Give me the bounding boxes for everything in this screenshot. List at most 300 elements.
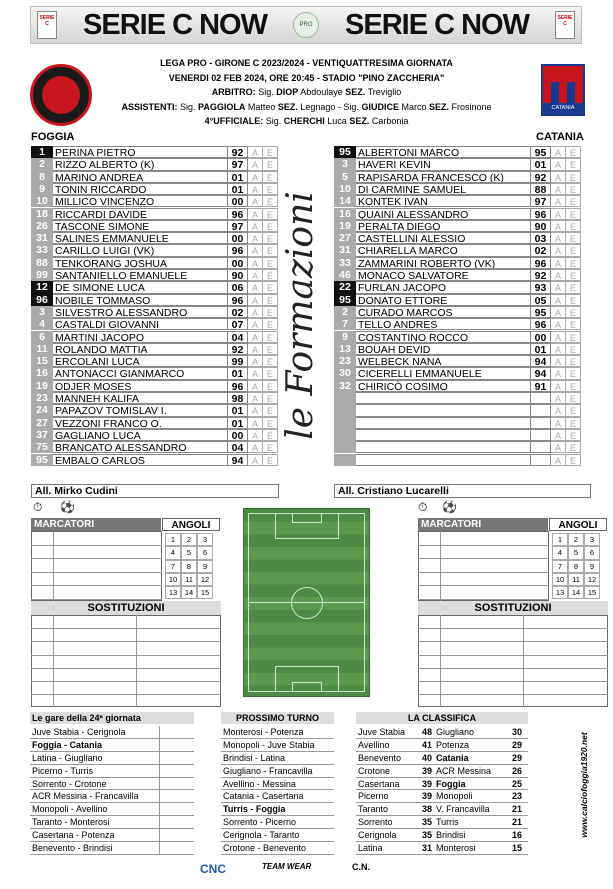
player-row: [31, 343, 278, 355]
classifica-row: [356, 842, 528, 855]
player-row: [31, 257, 278, 269]
player-name: TONIN RICCARDO: [53, 183, 228, 195]
birth-year: 06: [228, 281, 248, 293]
angolo-cell: 10: [552, 573, 568, 586]
shirt-number: 11: [31, 343, 53, 355]
a-cell: A: [551, 441, 566, 453]
shirt-number: 23: [31, 392, 53, 404]
a-cell: A: [551, 331, 566, 343]
player-name: [356, 441, 531, 453]
angolo-cell: 5: [568, 546, 584, 559]
e-cell: E: [566, 244, 581, 256]
player-name: HAVERI KEVIN: [356, 158, 531, 170]
birth-year: 01: [228, 183, 248, 195]
player-name: ERCOLANI LUCA: [53, 355, 228, 367]
player-row: [31, 306, 278, 318]
cnc-logo: CNC: [200, 862, 226, 876]
shirt-number: 30: [334, 367, 356, 379]
a-cell: A: [551, 318, 566, 330]
home-coach: All. Mirko Cudini: [31, 484, 279, 498]
grid-line: [31, 655, 221, 656]
birth-year: 97: [228, 220, 248, 232]
birth-year: 95: [531, 146, 551, 158]
birth-year: 99: [228, 355, 248, 367]
a-cell: A: [551, 232, 566, 244]
player-name: PAPAZOV TOMISLAV I.: [53, 404, 228, 416]
gara-match: ACR Messina - Francavilla: [30, 790, 160, 802]
shirt-number: 88: [31, 257, 53, 269]
player-name: RICCARDI DAVIDE: [53, 208, 228, 220]
player-row: [31, 441, 278, 453]
birth-year: 92: [531, 171, 551, 183]
e-cell: E: [566, 208, 581, 220]
birth-year: 07: [228, 318, 248, 330]
a-cell: A: [248, 367, 263, 379]
prossimo-row: [221, 739, 334, 752]
player-name: TELLO ANDRES: [356, 318, 531, 330]
e-cell: E: [263, 294, 278, 306]
shirt-number: 23: [334, 355, 356, 367]
shirt-number: 31: [334, 244, 356, 256]
player-name: MANNEH KALIFA: [53, 392, 228, 404]
classifica-row: [356, 790, 528, 803]
shirt-number: 19: [31, 380, 53, 392]
points-a: 41: [422, 739, 433, 750]
points-b: 21: [512, 817, 523, 828]
e-cell: E: [566, 404, 581, 416]
player-row: [31, 355, 278, 367]
e-cell: E: [566, 380, 581, 392]
points-b: 30: [512, 727, 523, 737]
player-name: [356, 429, 531, 441]
grid-line: [31, 681, 221, 682]
team-a: Picerno: [358, 791, 389, 802]
grid-line: [418, 655, 608, 656]
e-cell: E: [263, 171, 278, 183]
player-row: [334, 183, 581, 195]
player-row: [31, 331, 278, 343]
a-cell: A: [248, 343, 263, 355]
birth-year: 97: [228, 158, 248, 170]
prossimo-match: Monopoli - Juve Stabia: [223, 739, 315, 750]
a-cell: A: [551, 380, 566, 392]
birth-year: [531, 404, 551, 416]
gara-row: [30, 803, 194, 816]
points-a: 35: [422, 817, 433, 828]
shirt-number: 9: [31, 183, 53, 195]
e-cell: E: [566, 158, 581, 170]
a-cell: A: [551, 355, 566, 367]
classifica-row: [356, 752, 528, 765]
e-cell: E: [263, 158, 278, 170]
a-cell: A: [248, 269, 263, 281]
classifica-row: [356, 778, 528, 791]
shirt-number: [334, 404, 356, 416]
e-cell: E: [566, 257, 581, 269]
player-row: [334, 380, 581, 392]
team-a: Casertana: [358, 778, 400, 789]
a-cell: A: [248, 417, 263, 429]
points-a: 40: [422, 752, 433, 763]
e-cell: E: [566, 183, 581, 195]
birth-year: 01: [228, 417, 248, 429]
player-row: [334, 281, 581, 293]
a-cell: A: [551, 417, 566, 429]
player-name: VEZZONI FRANCO O.: [53, 417, 228, 429]
a-cell: A: [248, 441, 263, 453]
grid-line: [31, 572, 162, 573]
prossimo-row: [221, 790, 334, 803]
points-a: 39: [422, 791, 433, 802]
e-cell: E: [263, 208, 278, 220]
prossimo-row: [221, 816, 334, 829]
classifica-row: [356, 739, 528, 752]
player-row: [31, 220, 278, 232]
e-cell: E: [263, 367, 278, 379]
player-row: [31, 232, 278, 244]
shirt-number: 16: [334, 208, 356, 220]
player-name: CARILLO LUIGI (VK): [53, 244, 228, 256]
gara-row: [30, 765, 194, 778]
shirt-number: 99: [31, 269, 53, 281]
e-cell: E: [263, 392, 278, 404]
shirt-number: 3: [31, 306, 53, 318]
grid-line: [31, 585, 162, 586]
player-row: [334, 257, 581, 269]
player-row: [334, 146, 581, 158]
player-name: SALINES EMMANUELE: [53, 232, 228, 244]
team-b: Giugliano: [436, 727, 475, 737]
pitch-diagram: [243, 508, 370, 697]
e-cell: E: [263, 404, 278, 416]
player-name: PERALTA DIEGO: [356, 220, 531, 232]
cn-logo: C.N.: [352, 862, 370, 872]
player-name: MARTINI JACOPO: [53, 331, 228, 343]
shirt-number: 6: [31, 331, 53, 343]
birth-year: 92: [228, 343, 248, 355]
angoli-header: ANGOLI: [162, 518, 220, 531]
shirt-number: 26: [31, 220, 53, 232]
player-name: CHIARELLA MARCO: [356, 244, 531, 256]
angolo-cell: 3: [584, 533, 600, 546]
e-cell: E: [263, 220, 278, 232]
prossimo-row: [221, 765, 334, 778]
player-name: [356, 417, 531, 429]
team-a: Sorrento: [358, 817, 393, 828]
grid-line: [31, 668, 221, 669]
player-row: [334, 392, 581, 404]
a-cell: A: [248, 355, 263, 367]
team-a: Juve Stabia: [358, 727, 406, 737]
grid-line: [418, 585, 549, 586]
player-row: [31, 380, 278, 392]
points-b: 29: [512, 752, 523, 763]
a-cell: A: [551, 454, 566, 466]
birth-year: 95: [531, 306, 551, 318]
gara-row: [30, 752, 194, 765]
birth-year: 94: [531, 355, 551, 367]
team-b: Brindisi: [436, 830, 466, 841]
angolo-cell: 14: [181, 586, 197, 599]
team-b: Monopoli: [436, 791, 473, 802]
e-cell: E: [566, 343, 581, 355]
gare-giornata-table: Le gare della 24ª giornata Juve Stabia - Cerignola Foggia - Catania Latina - Giugliano Picerno - Turris Sorrento - Crotone ACR Messina - Francavilla Monopoli - Avellino Taranto - Monterosi Casertana - Potenza Benevento - Brindisi: [30, 712, 194, 855]
away-coach: All. Cristiano Lucarelli: [334, 484, 591, 498]
player-name: ALBERTONI MARCO: [356, 146, 531, 158]
prossimo-match: Monterosi - Potenza: [223, 727, 304, 737]
gara-match: Sorrento - Crotone: [30, 778, 160, 790]
angolo-cell: 15: [584, 586, 600, 599]
angolo-cell: 8: [181, 560, 197, 573]
shirt-number: 3: [334, 158, 356, 170]
player-name: MARINO ANDREA: [53, 171, 228, 183]
shirt-number: 13: [334, 343, 356, 355]
gara-row: [30, 778, 194, 791]
ball-icon: ⚽: [442, 500, 457, 514]
e-cell: E: [566, 331, 581, 343]
grid-line: [53, 615, 54, 707]
player-row: [31, 244, 278, 256]
player-row: [334, 232, 581, 244]
birth-year: 97: [531, 195, 551, 207]
ball-icon: ⚽: [60, 500, 75, 514]
birth-year: 96: [228, 294, 248, 306]
e-cell: E: [263, 306, 278, 318]
player-row: [334, 158, 581, 170]
shirt-number: 33: [334, 257, 356, 269]
serie-c-logo-left: SERIE C: [37, 11, 57, 39]
angolo-cell: 7: [552, 560, 568, 573]
e-cell: E: [263, 281, 278, 293]
e-cell: E: [566, 429, 581, 441]
shirt-number: [334, 441, 356, 453]
e-cell: E: [263, 244, 278, 256]
player-name: CASTALDI GIOVANNI: [53, 318, 228, 330]
marcatori-header: MARCATORI: [31, 518, 161, 531]
grid-line: [418, 681, 608, 682]
a-cell: A: [248, 183, 263, 195]
birth-year: 96: [531, 208, 551, 220]
gara-row: [30, 726, 194, 739]
birth-year: 92: [228, 146, 248, 158]
grid-line: [53, 531, 54, 601]
shirt-number: 10: [31, 195, 53, 207]
birth-year: [531, 417, 551, 429]
e-cell: E: [263, 257, 278, 269]
shirt-number: 12: [31, 281, 53, 293]
prossimo-match: Cerignola - Taranto: [223, 830, 300, 841]
angolo-cell: 11: [568, 573, 584, 586]
player-name: [356, 454, 531, 466]
a-cell: A: [551, 208, 566, 220]
player-name: SANTANIELLO EMANUELE: [53, 269, 228, 281]
a-cell: A: [248, 171, 263, 183]
angolo-cell: 2: [568, 533, 584, 546]
grid-line: [418, 558, 549, 559]
team-b: Potenza: [436, 739, 470, 750]
a-cell: A: [248, 454, 263, 466]
player-name: DI CARMINE SAMUEL: [356, 183, 531, 195]
shirt-number: 16: [31, 367, 53, 379]
birth-year: 04: [228, 331, 248, 343]
e-cell: E: [263, 417, 278, 429]
player-row: [31, 429, 278, 441]
angolo-cell: 6: [584, 546, 600, 559]
birth-year: [531, 429, 551, 441]
e-cell: E: [263, 318, 278, 330]
birth-year: 01: [531, 158, 551, 170]
player-row: [31, 392, 278, 404]
shirt-number: 22: [334, 281, 356, 293]
grid-line: [31, 545, 162, 546]
shirt-number: 1: [31, 146, 53, 158]
angolo-cell: 8: [568, 560, 584, 573]
e-cell: E: [263, 343, 278, 355]
shirt-number: 27: [31, 417, 53, 429]
player-row: [31, 183, 278, 195]
grid-line: [418, 641, 608, 642]
angolo-cell: 5: [181, 546, 197, 559]
grid-line: [418, 628, 608, 629]
player-name: NOBILE TOMMASO: [53, 294, 228, 306]
team-b: Turris: [436, 817, 459, 828]
angolo-cell: 9: [584, 560, 600, 573]
away-team-name: CATANIA: [536, 131, 584, 143]
birth-year: 94: [228, 454, 248, 466]
teamwear-logo: TEAM WEAR: [262, 862, 312, 871]
e-cell: E: [263, 355, 278, 367]
points-b: 25: [512, 778, 523, 789]
a-cell: A: [551, 392, 566, 404]
shirt-number: 31: [31, 232, 53, 244]
birth-year: 02: [228, 306, 248, 318]
home-team-name: FOGGIA: [31, 131, 75, 143]
shirt-number: 14: [334, 195, 356, 207]
team-a: Avellino: [358, 739, 390, 750]
points-b: 15: [512, 843, 523, 854]
shirt-number: 19: [334, 220, 356, 232]
a-cell: A: [551, 343, 566, 355]
player-row: [334, 404, 581, 416]
grid-line: [523, 615, 524, 707]
player-row: [334, 294, 581, 306]
team-b: V. Francavilla: [436, 804, 490, 815]
grid-line: [31, 558, 162, 559]
shirt-number: 4: [31, 318, 53, 330]
player-row: [334, 306, 581, 318]
birth-year: 96: [228, 244, 248, 256]
shirt-number: 9: [334, 331, 356, 343]
marcatori-grid: [418, 531, 549, 601]
birth-year: 01: [228, 171, 248, 183]
team-b: ACR Messina: [436, 765, 492, 776]
a-cell: A: [551, 244, 566, 256]
angolo-cell: 13: [552, 586, 568, 599]
prossimo-row: [221, 752, 334, 765]
lega-pro-logo: PRO: [293, 12, 319, 38]
a-cell: A: [248, 404, 263, 416]
angolo-cell: 9: [197, 560, 213, 573]
gara-row: [30, 816, 194, 829]
player-row: [334, 355, 581, 367]
birth-year: [531, 441, 551, 453]
brand-title-left: SERIE C NOW: [83, 8, 267, 41]
angolo-cell: 3: [197, 533, 213, 546]
stopwatch-icon: ⏱: [33, 500, 43, 514]
brand-title-right: SERIE C NOW: [345, 8, 529, 41]
grid-line: [418, 694, 608, 695]
player-row: [334, 429, 581, 441]
gara-row: [30, 790, 194, 803]
gara-row: [30, 829, 194, 842]
player-row: [31, 281, 278, 293]
team-b: Monterosi: [436, 843, 476, 854]
e-cell: E: [263, 183, 278, 195]
e-cell: E: [263, 232, 278, 244]
points-b: 23: [512, 791, 523, 802]
gara-match: Taranto - Monterosi: [30, 816, 160, 828]
gara-row: [30, 739, 194, 752]
e-cell: E: [566, 294, 581, 306]
player-name: EMBALO CARLOS: [53, 454, 228, 466]
player-name: ZAMMARINI ROBERTO (VK): [356, 257, 531, 269]
angolo-cell: 11: [181, 573, 197, 586]
player-name: WELBECK NANA: [356, 355, 531, 367]
birth-year: 90: [228, 269, 248, 281]
marcatori-grid: [31, 531, 162, 601]
player-row: [31, 146, 278, 158]
angolo-cell: 1: [165, 533, 181, 546]
angolo-cell: 15: [197, 586, 213, 599]
prossimo-row: [221, 842, 334, 855]
e-cell: E: [263, 429, 278, 441]
angoli-grid: [552, 533, 600, 599]
a-cell: A: [248, 232, 263, 244]
shirt-number: 95: [334, 294, 356, 306]
classifica-row: [356, 765, 528, 778]
player-row: [31, 454, 278, 466]
formazioni-title: le Formazioni: [279, 190, 321, 440]
player-row: [334, 331, 581, 343]
player-row: [31, 158, 278, 170]
player-name: ANTONACCI GIANMARCO: [53, 367, 228, 379]
a-cell: A: [248, 146, 263, 158]
e-cell: E: [566, 220, 581, 232]
a-cell: A: [248, 220, 263, 232]
prossimo-match: Avellino - Messina: [223, 778, 296, 789]
a-cell: A: [551, 429, 566, 441]
e-cell: E: [263, 441, 278, 453]
shirt-number: 10: [334, 183, 356, 195]
player-row: [334, 417, 581, 429]
grid-line: [136, 615, 137, 707]
player-name: DE SIMONE LUCA: [53, 281, 228, 293]
player-row: [31, 208, 278, 220]
player-name: FURLAN JACOPO: [356, 281, 531, 293]
points-b: 26: [512, 765, 523, 776]
birth-year: 05: [531, 294, 551, 306]
e-cell: E: [566, 367, 581, 379]
points-a: 35: [422, 830, 433, 841]
player-row: [334, 441, 581, 453]
player-row: [334, 195, 581, 207]
shirt-number: 2: [334, 306, 356, 318]
points-a: 39: [422, 778, 433, 789]
angoli-header: ANGOLI: [549, 518, 607, 531]
birth-year: 03: [531, 232, 551, 244]
grid-line: [31, 628, 221, 629]
prossimo-row: [221, 803, 334, 816]
